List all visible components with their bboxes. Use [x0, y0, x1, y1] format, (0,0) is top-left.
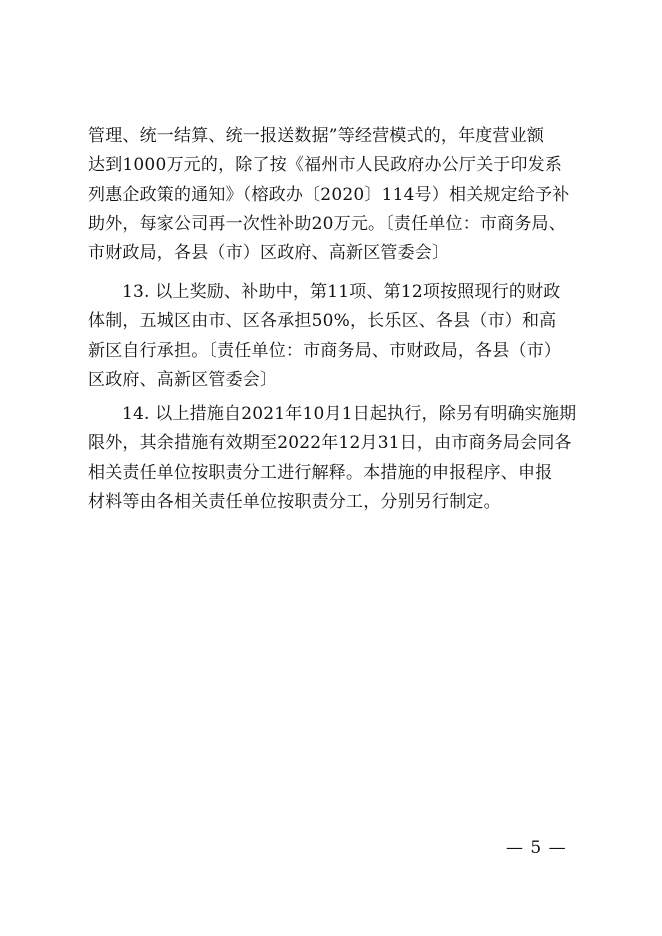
text-line: 管理、统一结算、统一报送数据”等经营模式的，年度营业额 [88, 126, 545, 146]
text-line: 体制，五城区由市、区各承担50%，长乐区、各县（市）和高 [88, 311, 557, 332]
page-number: — 5 — [506, 838, 567, 858]
text-line: 达到1000万元的，除了按《福州市人民政府办公厅关于印发系 [88, 155, 563, 176]
text-line: 限外，其余措施有效期至2022年12月31日，由市商务局会同各 [88, 433, 572, 454]
paragraph-item-13 [88, 278, 588, 395]
text-line: 材料等由各相关责任单位按职责分工，分别另行制定。 [88, 491, 501, 512]
paragraph-continuation [88, 122, 588, 268]
text-line: 13. 以上奖励、补助中，第11项、第12项按照现行的财政 [122, 282, 561, 302]
text-line: 区政府、高新区管委会〕 [88, 369, 278, 390]
paragraph-item-14 [88, 400, 588, 517]
text-line: 14. 以上措施自2021年10月1日起执行，除另有明确实施期 [122, 404, 577, 424]
text-line: 新区自行承担。〔责任单位：市商务局、市财政局，各县（市） [88, 340, 562, 361]
text-line: 助外，每家公司再一次性补助20万元。〔责任单位：市商务局、 [88, 213, 566, 234]
text-line: 相关责任单位按职责分工进行解释。本措施的申报程序、申报 [88, 462, 553, 483]
text-line: 市财政局，各县（市）区政府、高新区管委会〕 [88, 243, 450, 264]
text-line: 列惠企政策的通知》（榕政办〔2020〕114号）相关规定给予补 [88, 184, 570, 205]
